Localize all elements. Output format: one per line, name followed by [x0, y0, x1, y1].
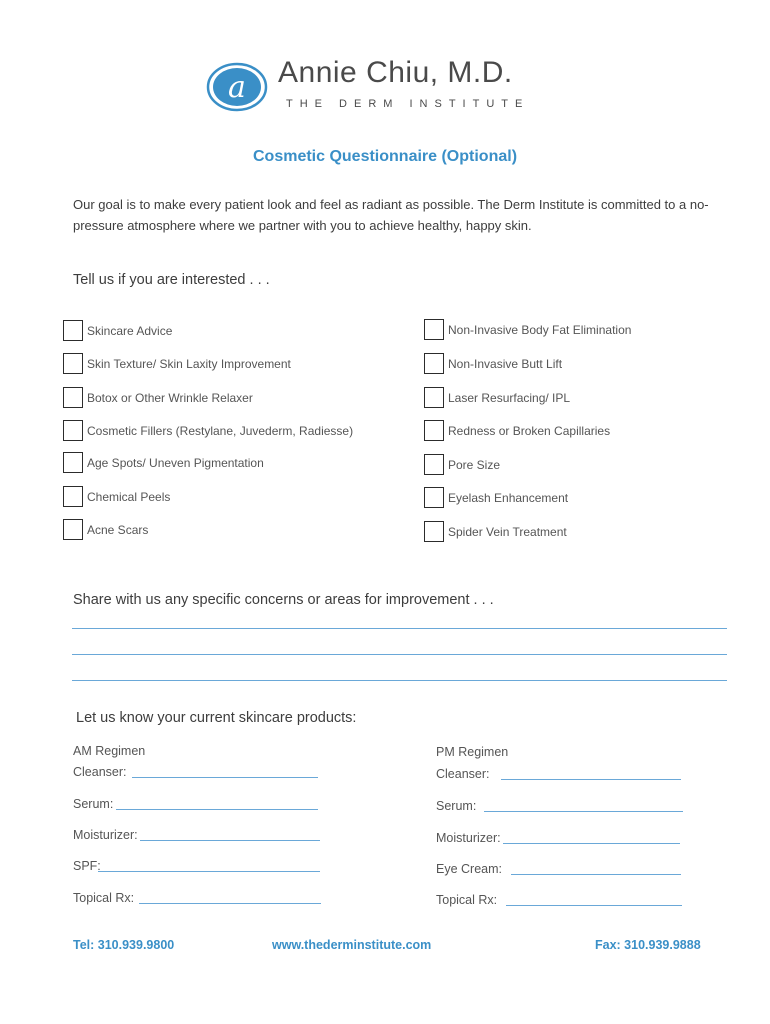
option-label: Pore Size	[448, 457, 501, 472]
option-label: Non-Invasive Butt Lift	[448, 356, 563, 371]
checkbox[interactable]	[424, 387, 444, 408]
page-title: Cosmetic Questionnaire (Optional)	[252, 148, 518, 165]
pm-topical-rx-field[interactable]	[506, 905, 682, 906]
option-label: Spider Vein Treatment	[448, 524, 567, 539]
pm-serum-field[interactable]	[484, 811, 683, 812]
concerns-line[interactable]	[72, 628, 727, 629]
footer-fax: Fax: 310.939.9888	[595, 938, 701, 952]
am-cleanser-field[interactable]	[132, 777, 318, 778]
pm-moisturizer-field[interactable]	[503, 843, 680, 844]
am-field-label: SPF:	[73, 859, 101, 873]
interest-option[interactable]	[424, 420, 610, 441]
interest-option[interactable]	[63, 519, 148, 540]
pm-eye-cream-field[interactable]	[511, 874, 681, 875]
concerns-line[interactable]	[72, 654, 727, 655]
am-field-label: Serum:	[73, 797, 114, 811]
checkbox[interactable]	[424, 420, 444, 441]
checkbox[interactable]	[63, 320, 83, 341]
checkbox[interactable]	[424, 487, 444, 508]
interest-option[interactable]	[424, 454, 500, 475]
interest-prompt: Tell us if you are interested . . .	[73, 272, 270, 288]
logo-subtitle: THE DERM INSTITUTE	[286, 98, 530, 110]
intro-paragraph: Our goal is to make every patient look and feel as radiant as possible. The Derm Institute is committed to a no-pressure atmosphere where we partner with you to achieve healthy, happy skin.	[73, 197, 709, 233]
interest-option[interactable]	[424, 521, 567, 542]
pm-field-label: Topical Rx:	[436, 893, 498, 907]
logo-mark-icon	[206, 62, 268, 112]
interest-option[interactable]	[424, 353, 562, 374]
option-label: Redness or Broken Capillaries	[448, 423, 611, 438]
interest-option[interactable]	[424, 387, 570, 408]
products-prompt: Let us know your current skincare products:	[76, 710, 357, 726]
logo	[206, 56, 546, 120]
am-field-label: Cleanser:	[73, 765, 127, 779]
am-topical-rx-field[interactable]	[139, 903, 321, 904]
concerns-line[interactable]	[72, 680, 727, 681]
checkbox[interactable]	[424, 353, 444, 374]
pm-cleanser-field[interactable]	[501, 779, 681, 780]
interest-option[interactable]	[63, 353, 291, 374]
interest-option[interactable]	[424, 487, 568, 508]
concerns-prompt: Share with us any specific concerns or areas for improvement . . .	[73, 592, 494, 608]
checkbox[interactable]	[424, 521, 444, 542]
option-label: Age Spots/ Uneven Pigmentation	[87, 455, 264, 470]
checkbox[interactable]	[63, 519, 83, 540]
logo-mark-letter: a	[228, 70, 246, 105]
footer-tel: Tel: 310.939.9800	[73, 938, 175, 952]
checkbox[interactable]	[424, 319, 444, 340]
pm-field-label: Moisturizer:	[436, 831, 501, 845]
interest-option[interactable]	[63, 486, 170, 507]
am-serum-field[interactable]	[116, 809, 318, 810]
option-label: Eyelash Enhancement	[448, 490, 569, 505]
pm-regimen-heading: PM Regimen	[436, 745, 509, 759]
am-spf-field[interactable]	[98, 871, 320, 872]
option-label: Skincare Advice	[87, 323, 173, 338]
option-label: Cosmetic Fillers (Restylane, Juvederm, Radiesse)	[87, 423, 354, 438]
option-label: Botox or Other Wrinkle Relaxer	[87, 390, 253, 405]
footer-website[interactable]: www.thederminstitute.com	[272, 938, 432, 952]
interest-option[interactable]	[63, 420, 353, 441]
pm-field-label: Cleanser:	[436, 767, 490, 781]
interest-option[interactable]	[424, 319, 631, 340]
logo-name: Annie Chiu, M.D.	[278, 56, 513, 89]
option-label: Non-Invasive Body Fat Elimination	[448, 322, 632, 337]
interest-option[interactable]	[63, 320, 172, 341]
am-moisturizer-field[interactable]	[140, 840, 320, 841]
option-label: Laser Resurfacing/ IPL	[448, 390, 571, 405]
option-label: Skin Texture/ Skin Laxity Improvement	[87, 356, 291, 371]
interest-option[interactable]	[63, 452, 264, 473]
checkbox[interactable]	[63, 387, 83, 408]
checkbox[interactable]	[63, 486, 83, 507]
am-field-label: Topical Rx:	[73, 891, 135, 905]
checkbox[interactable]	[63, 452, 83, 473]
pm-field-label: Serum:	[436, 799, 477, 813]
checkbox[interactable]	[63, 353, 83, 374]
am-field-label: Moisturizer:	[73, 828, 138, 842]
am-regimen-heading: AM Regimen	[73, 744, 146, 758]
interest-option[interactable]	[63, 387, 253, 408]
checkbox[interactable]	[63, 420, 83, 441]
option-label: Chemical Peels	[87, 489, 171, 504]
pm-field-label: Eye Cream:	[436, 862, 502, 876]
option-label: Acne Scars	[87, 522, 149, 537]
checkbox[interactable]	[424, 454, 444, 475]
